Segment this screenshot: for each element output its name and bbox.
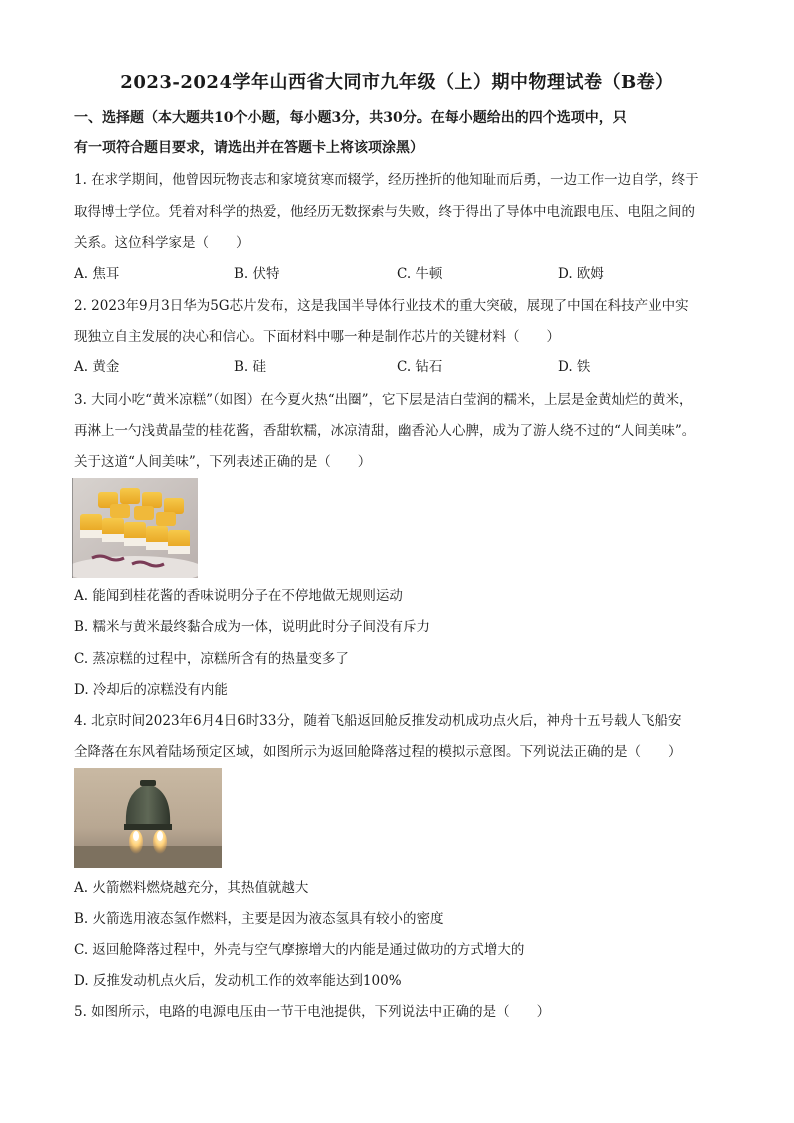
q3-option-c: C. 蒸凉糕的过程中，凉糕所含有的热量变多了 xyxy=(74,651,349,667)
q3-text-line-3: 关于这道“人间美味”，下列表述正确的是（ ） xyxy=(74,454,372,470)
q2-option-a: A. 黄金 xyxy=(74,359,120,375)
q1-text-line-1: 1. 在求学期间，他曾因玩物丧志和家境贫寒而辍学，经历挫折的他知耻而后勇，一边工作一边自学，终于 xyxy=(74,172,699,188)
q1-option-d: D. 欧姆 xyxy=(558,266,604,282)
q3-option-b: B. 糯米与黄米最终黏合成为一体，说明此时分子间没有斥力 xyxy=(74,619,431,635)
q1-option-a: A. 焦耳 xyxy=(74,266,120,282)
section-heading-line-1: 一、选择题（本大题共10个小题，每小题3分，共30分。在每小题给出的四个选项中，只 xyxy=(74,110,627,126)
q1-text-line-3: 关系。这位科学家是（ ） xyxy=(74,235,250,251)
capsule-image xyxy=(74,768,222,868)
q3-text-line-1: 3. 大同小吃“黄米凉糕”（如图）在今夏火热“出圈”，它下层是洁白莹润的糯米，上层是金黄灿烂的黄米， xyxy=(74,392,693,408)
q4-text-line-1: 4. 北京时间2023年6月4日6时33分，随着飞船返回舱反推发动机成功点火后，神舟十五号载人飞船安 xyxy=(74,713,682,729)
q2-option-b: B. 硅 xyxy=(234,359,267,375)
q4-option-c: C. 返回舱降落过程中，外壳与空气摩擦增大的内能是通过做功的方式增大的 xyxy=(74,942,525,958)
q4-option-d: D. 反推发动机点火后，发动机工作的效率能达到100% xyxy=(74,973,402,989)
page-title: 2023-2024学年山西省大同市九年级（上）期中物理试卷（B卷） xyxy=(120,72,674,93)
q2-option-d: D. 铁 xyxy=(558,359,591,375)
cold-cake-image xyxy=(72,478,198,578)
q2-option-c: C. 钻石 xyxy=(397,359,443,375)
q2-text-line-1: 2. 2023年9月3日华为5G芯片发布，这是我国半导体行业技术的重大突破，展现了中国在科技产业中实 xyxy=(74,298,689,314)
q2-text-line-2: 现独立自主发展的决心和信心。下面材料中哪一种是制作芯片的关键材料（ ） xyxy=(74,329,560,345)
q5-text-line-1: 5. 如图所示，电路的电源电压由一节干电池提供，下列说法中正确的是（ ） xyxy=(74,1004,551,1020)
q4-option-a: A. 火箭燃料燃烧越充分，其热值就越大 xyxy=(74,880,309,896)
cold-cake-photo xyxy=(72,478,198,578)
section-heading-line-2: 有一项符合题目要求，请选出并在答题卡上将该项涂黑） xyxy=(74,140,424,156)
q1-text-line-2: 取得博士学位。凭着对科学的热爱，他经历无数探索与失败，终于得出了导体中电流跟电压、电阻之间的 xyxy=(74,204,695,220)
reentry-capsule-photo xyxy=(74,768,222,868)
q4-text-line-2: 全降落在东风着陆场预定区域，如图所示为返回舱降落过程的模拟示意图。下列说法正确的是（ ） xyxy=(74,744,682,760)
q1-option-c: C. 牛顿 xyxy=(397,266,443,282)
q3-option-a: A. 能闻到桂花酱的香味说明分子在不停地做无规则运动 xyxy=(74,588,403,604)
q3-text-line-2: 再淋上一勺浅黄晶莹的桂花酱，香甜软糯，冰凉清甜，幽香沁人心脾，成为了游人绕不过的“人间美味”。 xyxy=(74,423,696,439)
q1-option-b: B. 伏特 xyxy=(234,266,280,282)
q4-option-b: B. 火箭选用液态氢作燃料，主要是因为液态氢具有较小的密度 xyxy=(74,911,444,927)
q3-option-d: D. 冷却后的凉糕没有内能 xyxy=(74,682,228,698)
